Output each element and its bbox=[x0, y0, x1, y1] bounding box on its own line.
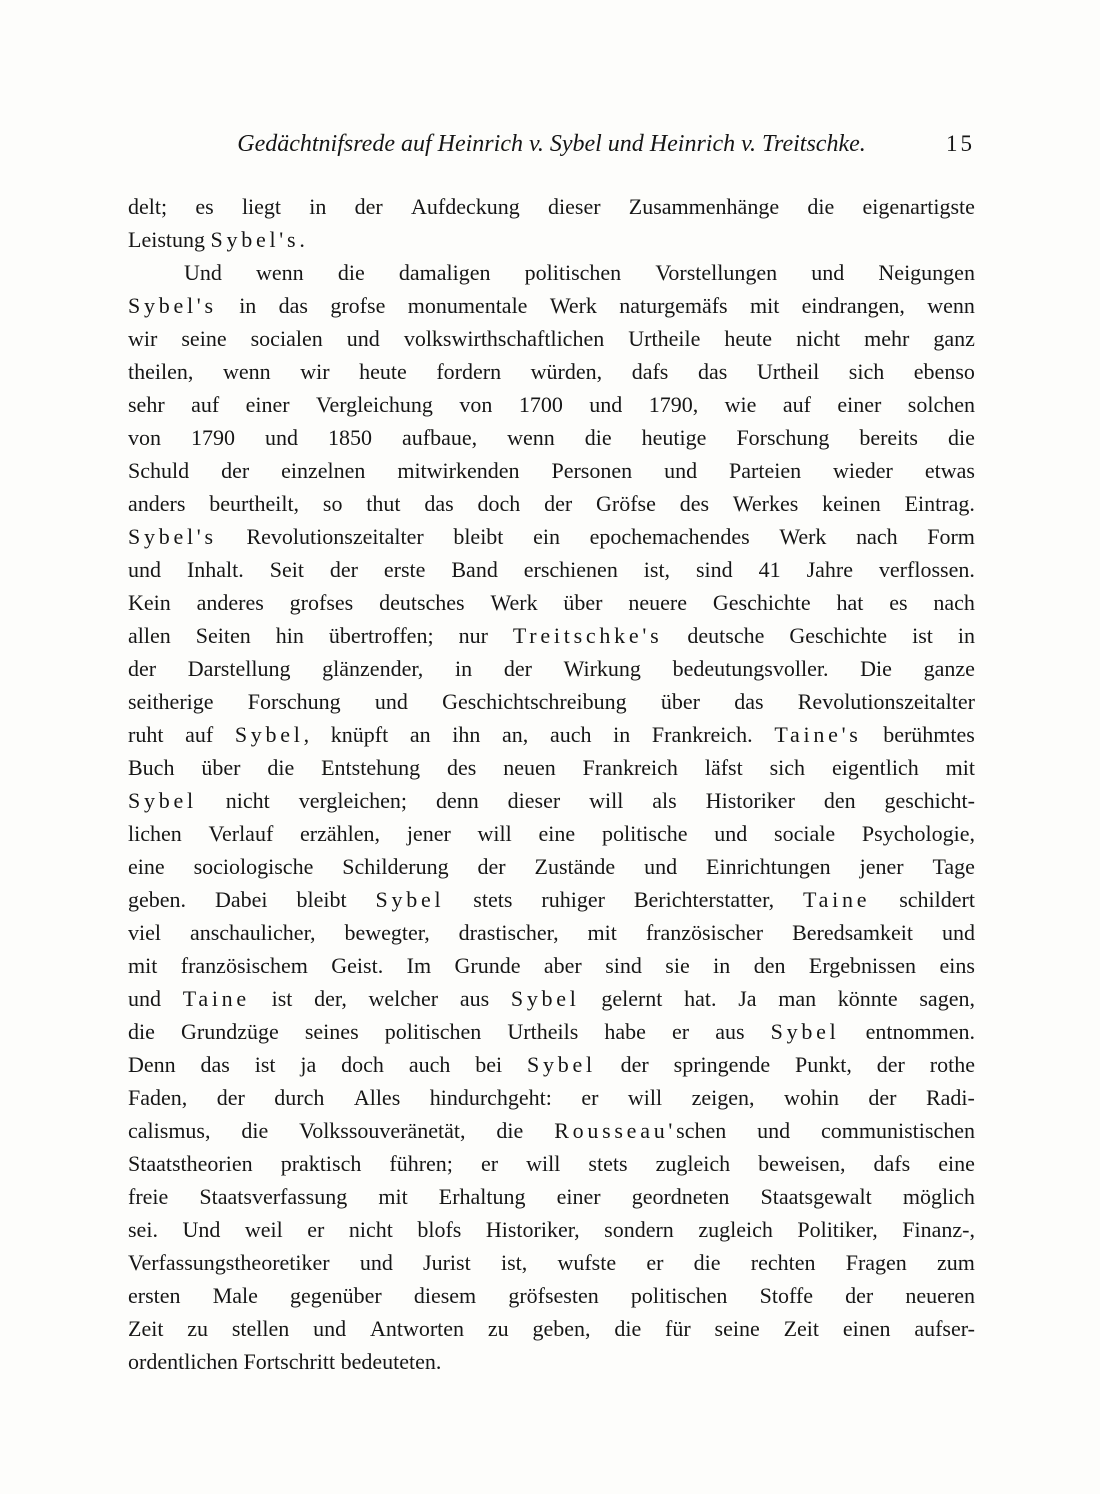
text-line: Kein anderes grofses deutsches Werk über neuere Geschichte hat es nach bbox=[128, 590, 975, 615]
text-line: die Grundzüge seines politischen Urtheils habe er aus Sybel entnommen. bbox=[128, 1019, 975, 1044]
text-line: allen Seiten hin übertroffen; nur Treitschke's deutsche Geschichte ist in bbox=[128, 623, 975, 648]
page-number: 15 bbox=[946, 131, 975, 156]
text-line: sei. Und weil er nicht blofs Historiker, sondern zugleich Politiker, Finanz-, bbox=[128, 1217, 975, 1242]
text-line: Und wenn die damaligen politischen Vorstellungen und Neigungen bbox=[184, 260, 975, 285]
text-line: Staatstheorien praktisch führen; er will stets zugleich beweisen, dafs eine bbox=[128, 1151, 975, 1176]
text-line: wir seine socialen und volkswirthschaftlichen Urtheile heute nicht mehr ganz bbox=[128, 326, 975, 351]
running-head bbox=[128, 126, 975, 162]
text-line: seitherige Forschung und Geschichtschreibung über das Revolutionszeitalter bbox=[128, 689, 975, 714]
text-line: und Taine ist der, welcher aus Sybel gelernt hat. Ja man könnte sagen, bbox=[128, 986, 975, 1011]
text-line: lichen Verlauf erzählen, jener will eine politische und sociale Psychologie, bbox=[128, 821, 975, 846]
text-line: der Darstellung glänzender, in der Wirkung bedeutungsvoller. Die ganze bbox=[128, 656, 975, 681]
text-line: freie Staatsverfassung mit Erhaltung einer geordneten Staatsgewalt möglich bbox=[128, 1184, 975, 1209]
text-line: Denn das ist ja doch auch bei Sybel der springende Punkt, der rothe bbox=[128, 1052, 975, 1077]
text-line: eine sociologische Schilderung der Zustände und Einrichtungen jener Tage bbox=[128, 854, 975, 879]
text-line: delt; es liegt in der Aufdeckung dieser Zusammenhänge die eigenartigste bbox=[128, 194, 975, 219]
text-line: von 1790 und 1850 aufbaue, wenn die heutige Forschung bereits die bbox=[128, 425, 975, 450]
text-line: Buch über die Entstehung des neuen Frankreich läfst sich eigentlich mit bbox=[128, 755, 975, 780]
text-line: ruht auf Sybel, knüpft an ihn an, auch in Frankreich. Taine's berühmtes bbox=[128, 722, 975, 747]
text-line: und Inhalt. Seit der erste Band erschienen ist, sind 41 Jahre verflossen. bbox=[128, 557, 975, 582]
text-line: theilen, wenn wir heute fordern würden, dafs das Urtheil sich ebenso bbox=[128, 359, 975, 384]
text-line: Sybel nicht vergleichen; denn dieser will als Historiker den geschicht- bbox=[128, 788, 975, 813]
page-body bbox=[128, 190, 975, 1378]
text-line: mit französischem Geist. Im Grunde aber sind sie in den Ergebnissen eins bbox=[128, 953, 975, 978]
text-line: sehr auf einer Vergleichung von 1700 und 1790, wie auf einer solchen bbox=[128, 392, 975, 417]
text-line: Sybel's Revolutionszeitalter bleibt ein epochemachendes Werk nach Form bbox=[128, 524, 975, 549]
text-line: Verfassungstheoretiker und Jurist ist, wufste er die rechten Fragen zum bbox=[128, 1250, 975, 1275]
text-line: ordentlichen Fortschritt bedeuteten. bbox=[128, 1349, 442, 1374]
text-line: Sybel's in das grofse monumentale Werk naturgemäfs mit eindrangen, wenn bbox=[128, 293, 975, 318]
text-line: calismus, die Volkssouveränetät, die Rousseau'schen und communistischen bbox=[128, 1118, 975, 1143]
text-line: Leistung Sybel's. bbox=[128, 227, 305, 252]
running-head-title: Gedächtnifsrede auf Heinrich v. Sybel und Heinrich v. Treitschke. bbox=[237, 131, 866, 157]
text-line: viel anschaulicher, bewegter, drastischer, mit französischer Beredsamkeit und bbox=[128, 920, 975, 945]
text-line: Zeit zu stellen und Antworten zu geben, die für seine Zeit einen aufser- bbox=[128, 1316, 975, 1341]
text-line: ersten Male gegenüber diesem gröfsesten politischen Stoffe der neueren bbox=[128, 1283, 975, 1308]
text-line: Schuld der einzelnen mitwirkenden Personen und Parteien wieder etwas bbox=[128, 458, 975, 483]
text-line: geben. Dabei bleibt Sybel stets ruhiger Berichterstatter, Taine schildert bbox=[128, 887, 975, 912]
text-line: Faden, der durch Alles hindurchgeht: er will zeigen, wohin der Radi- bbox=[128, 1085, 975, 1110]
text-line: anders beurtheilt, so thut das doch der Gröfse des Werkes keinen Eintrag. bbox=[128, 491, 975, 516]
